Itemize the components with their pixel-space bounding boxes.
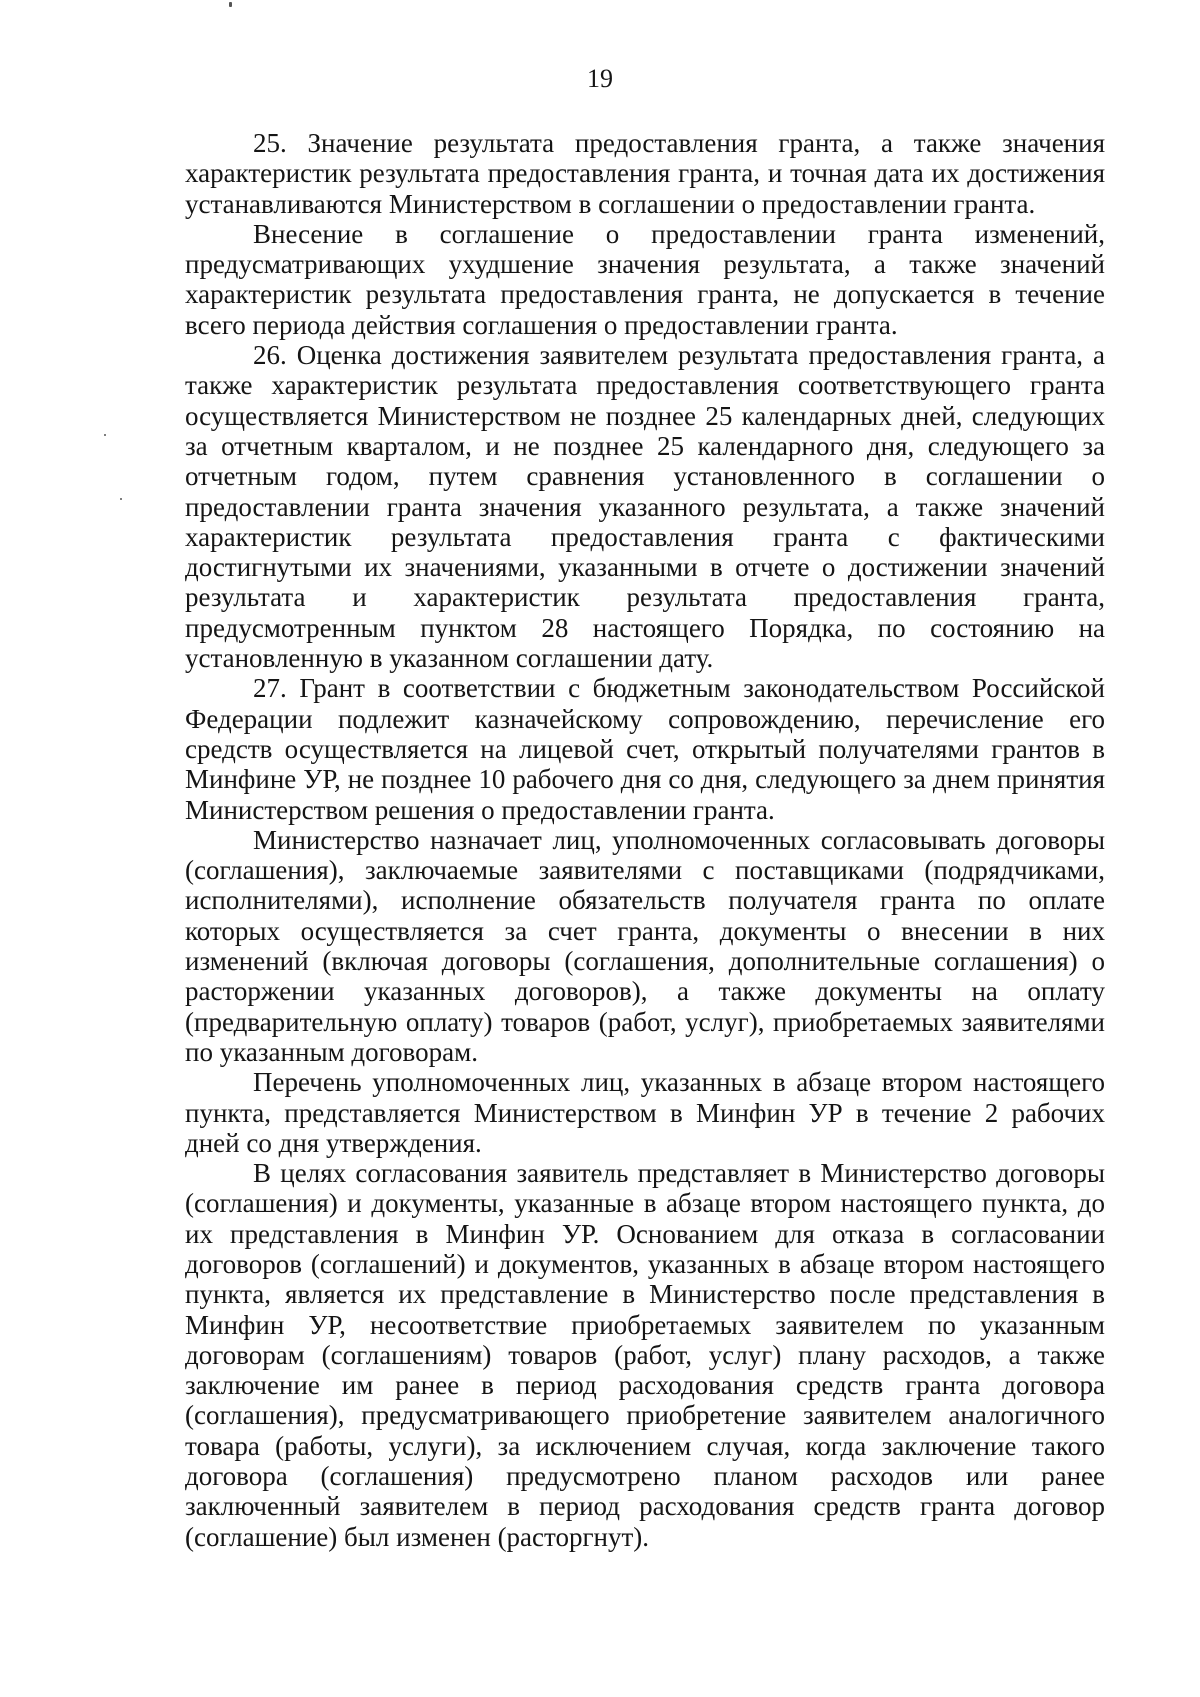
paragraph-27-authorized-persons: Министерство назначает лиц, уполномоченных согласовывать договоры (соглашения), заключаемые заявителями с поставщиками (подрядчиками, исполнителями), исполнение обязательств получателя гранта по оплате которых осуществляется за счет гранта, документы о внесении в них изменений (включая договоры (соглашения, дополнительные соглашения) о расторжении указанных договоров), а также документы на оплату (предварительную оплату) товаров (работ, услуг), приобретаемых заявителями по указанным договорам. xyxy=(185,824,1105,1067)
paragraph-27: 27. Грант в соответствии с бюджетным законодательством Российской Федерации подлежит казначейскому сопровождению, перечисление его средств осуществляется на лицевой счет, открытый получателями грантов в Минфине УР, не позднее 10 рабочего дня со дня, следующего за днем принятия Министерством решения о предоставлении гранта. xyxy=(185,673,1105,825)
scan-speck xyxy=(104,434,106,436)
paragraph-27-approval-conditions: В целях согласования заявитель представляет в Министерство договоры (соглашения) и документы, указанные в абзаце втором настоящего пункта, до их представления в Минфин УР. Основанием для отказа в согласовании договоров (соглашений) и документов, указанных в абзаце втором настоящего пункта, является их представление в Министерство после представления в Минфин УР, несоответствие приобретаемых заявителем по указанным договорам (соглашениям) товаров (работ, услуг) плану расходов, а также заключение им ранее в период расходования средств гранта договора (соглашения), предусматривающего приобретение заявителем аналогичного товара (работы, услуги), за исключением случая, когда заключение такого договора (соглашения) предусмотрено планом расходов или ранее заключенный заявителем в период расходования средств гранта договор (соглашение) был изменен (расторгнут). xyxy=(185,1158,1105,1552)
paragraph-26: 26. Оценка достижения заявителем результата предоставления гранта, а также характеристик результата предоставления соответствующего гранта осуществляется Министерством не позднее 25 календарных дней, следующих за отчетным кварталом, и не позднее 25 календарного дня, следующего за отчетным годом, путем сравнения установленного в соглашении о предоставлении гранта значения указанного результата, а также значений характеристик результата предоставления гранта с фактическими достигнутыми их значениями, указанными в отчете о достижении значений результата и характеристик результата предоставления гранта, предусмотренным пунктом 28 настоящего Порядка, по состоянию на установленную в указанном соглашении дату. xyxy=(185,340,1105,674)
paragraph-25: 25. Значение результата предоставления гранта, а также значения характеристик результата предоставления гранта, и точная дата их достижения устанавливаются Министерством в соглашении о предоставлении гранта. xyxy=(185,128,1105,219)
page-number: 19 xyxy=(587,64,613,93)
paragraph-27-list-submission: Перечень уполномоченных лиц, указанных в абзаце втором настоящего пункта, представляется Министерством в Минфин УР в течение 2 рабочих дней со дня утверждения. xyxy=(185,1067,1105,1158)
paragraph-25-amendments: Внесение в соглашение о предоставлении гранта изменений, предусматривающих ухудшение значения результата, а также значений характеристик результата предоставления гранта, не допускается в течение всего периода действия соглашения о предоставлении гранта. xyxy=(185,218,1105,340)
scan-speck xyxy=(229,2,232,7)
scan-speck xyxy=(120,498,122,500)
document-body xyxy=(185,128,1105,1552)
